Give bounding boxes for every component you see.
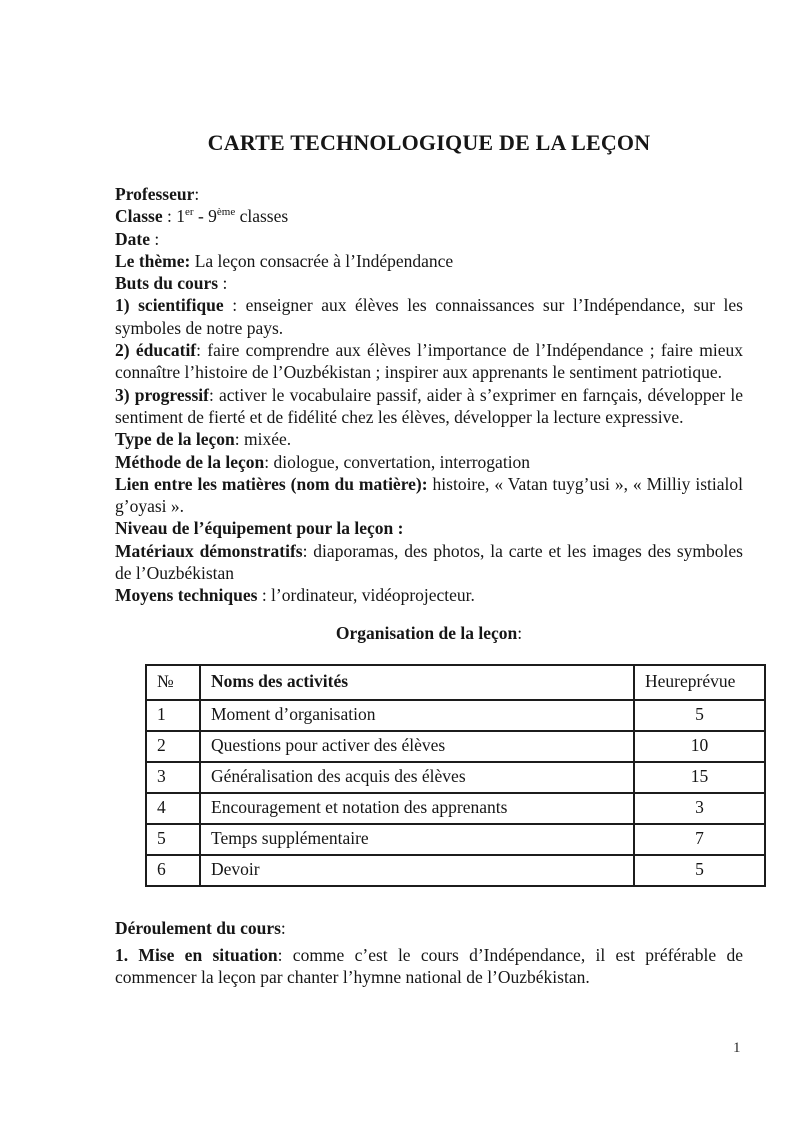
lesson-info-line <box>115 228 743 250</box>
lesson-info-line-text: : faire comprendre aux élèves l’importance de l’Indépendance ; faire mieux connaître l’histoire de l’Ouzbékistan ; inspirer aux apprenants le sentiment patriotique. <box>115 340 743 383</box>
lesson-info-line <box>115 584 743 606</box>
cell-number: 1 <box>146 700 200 731</box>
column-header: № <box>146 665 200 700</box>
column-header: Noms des activités <box>200 665 634 700</box>
page-number: 1 <box>733 1040 741 1056</box>
lesson-info-line <box>115 517 743 539</box>
lesson-info-line <box>115 250 743 272</box>
lesson-info-line-label: Date <box>115 228 150 249</box>
table-row <box>146 731 765 762</box>
lesson-info-line <box>115 451 743 473</box>
deroulement-line-text: : comme c’est le cours d’Indépendance, il est préférable de commencer la leçon par chanter l’hymne national de l’Ouzbékistan. <box>115 944 743 988</box>
lesson-info-line <box>115 183 743 205</box>
lesson-info-line <box>115 473 743 518</box>
deroulement-section <box>115 917 743 989</box>
cell-activity: Encouragement et notation des apprenants <box>200 793 634 824</box>
lesson-info-line-label: Méthode de la leçon <box>115 451 265 472</box>
lesson-info-line <box>115 272 743 294</box>
table-row <box>146 793 765 824</box>
cell-number: 2 <box>146 731 200 762</box>
organisation-table <box>145 664 766 887</box>
deroulement-line-label: 1. Mise en situation <box>115 944 278 965</box>
lesson-info-line-label: Niveau de l’équipement pour la leçon : <box>115 518 404 539</box>
cell-duration: 7 <box>634 824 765 855</box>
lesson-info-line <box>115 205 743 227</box>
deroulement-line <box>115 944 743 989</box>
cell-activity: Devoir <box>200 855 634 886</box>
lesson-info-line <box>115 384 743 429</box>
cell-number: 6 <box>146 855 200 886</box>
cell-number: 5 <box>146 824 200 855</box>
table-header-row <box>146 665 765 700</box>
lesson-info-line-text: classes <box>235 206 289 227</box>
lesson-info-line-label: Professeur <box>115 184 195 204</box>
lesson-info-line-text: : mixée. <box>234 429 292 450</box>
lesson-info-line <box>115 294 743 339</box>
lesson-info-section <box>115 183 743 607</box>
deroulement-line-text: : <box>280 917 286 938</box>
deroulement-line <box>115 917 743 939</box>
lesson-info-line-text: : 1 <box>162 206 186 227</box>
document-title: CARTE TECHNOLOGIQUE DE LA LEÇON <box>207 130 651 155</box>
lesson-info-line-text: - 9 <box>193 206 217 227</box>
cell-number: 3 <box>146 762 200 793</box>
cell-activity: Questions pour activer des élèves <box>200 731 634 762</box>
cell-duration: 3 <box>634 793 765 824</box>
lesson-info-line-label: Moyens techniques <box>115 585 258 606</box>
lesson-info-line-label: Matériaux démonstratifs <box>115 540 303 561</box>
lesson-info-line-text: er <box>185 206 194 219</box>
table-row <box>146 762 765 793</box>
cell-activity: Généralisation des acquis des élèves <box>200 762 634 793</box>
table-row <box>146 700 765 731</box>
lesson-info-line-text: : diologue, convertation, interrogation <box>264 451 531 472</box>
lesson-info-line-text: La leçon consacrée à l’Indépendance <box>190 250 454 271</box>
deroulement-line-label: Déroulement du cours <box>115 917 281 938</box>
lesson-info-line-text: : diaporamas, des photos, la carte et les images des symboles de l’Ouzbékistan <box>115 540 743 584</box>
document-content <box>115 0 743 989</box>
lesson-info-line-text: ème <box>216 206 236 219</box>
cell-activity: Temps supplémentaire <box>200 824 634 855</box>
lesson-info-line-text: histoire, « Vatan tuyg’usi », « Milliy istialol g’oyasi ». <box>115 473 743 517</box>
lesson-info-line-label: 1) scientifique <box>115 295 224 316</box>
table-row <box>146 824 765 855</box>
lesson-info-line-label: 2) éducatif <box>115 340 197 361</box>
lesson-info-line-label: Le thème: <box>115 250 191 271</box>
lesson-info-line-text: : l’ordinateur, vidéoprojecteur. <box>257 585 475 606</box>
lesson-info-line-text: : activer le vocabulaire passif, aider à s’exprimer en farnçais, développer le sentiment de fierté et de fidélité chez les élèves, développer la lecture expressive. <box>115 384 743 427</box>
cell-number: 4 <box>146 793 200 824</box>
cell-activity: Moment d’organisation <box>200 700 634 731</box>
lesson-info-line <box>115 339 743 384</box>
cell-duration: 5 <box>634 700 765 731</box>
lesson-info-line-text: : <box>149 228 160 249</box>
lesson-info-line-label: Lien entre les matières (nom du matière): <box>115 473 428 494</box>
lesson-info-line <box>115 428 743 450</box>
organisation-heading <box>115 622 743 644</box>
cell-duration: 15 <box>634 762 765 793</box>
table-row <box>146 855 765 886</box>
lesson-info-line-text: : <box>194 184 200 204</box>
lesson-info-line-text: : enseigner aux élèves les connaissances sur l’Indépendance, sur les symboles de notre pays. <box>115 295 743 338</box>
organisation-heading-text: Organisation de la leçon <box>335 622 518 643</box>
lesson-info-line <box>115 540 743 585</box>
lesson-info-line-label: 3) progressif <box>115 384 209 405</box>
lesson-info-line-label: Buts du cours <box>115 273 219 294</box>
lesson-info-line-label: Classe <box>115 206 163 227</box>
lesson-info-line-text: : <box>218 273 228 294</box>
lesson-info-line-label: Type de la leçon <box>115 429 235 450</box>
cell-duration: 10 <box>634 731 765 762</box>
organisation-heading-colon: : <box>517 622 523 643</box>
cell-duration: 5 <box>634 855 765 886</box>
column-header: Heureprévue <box>634 665 765 700</box>
